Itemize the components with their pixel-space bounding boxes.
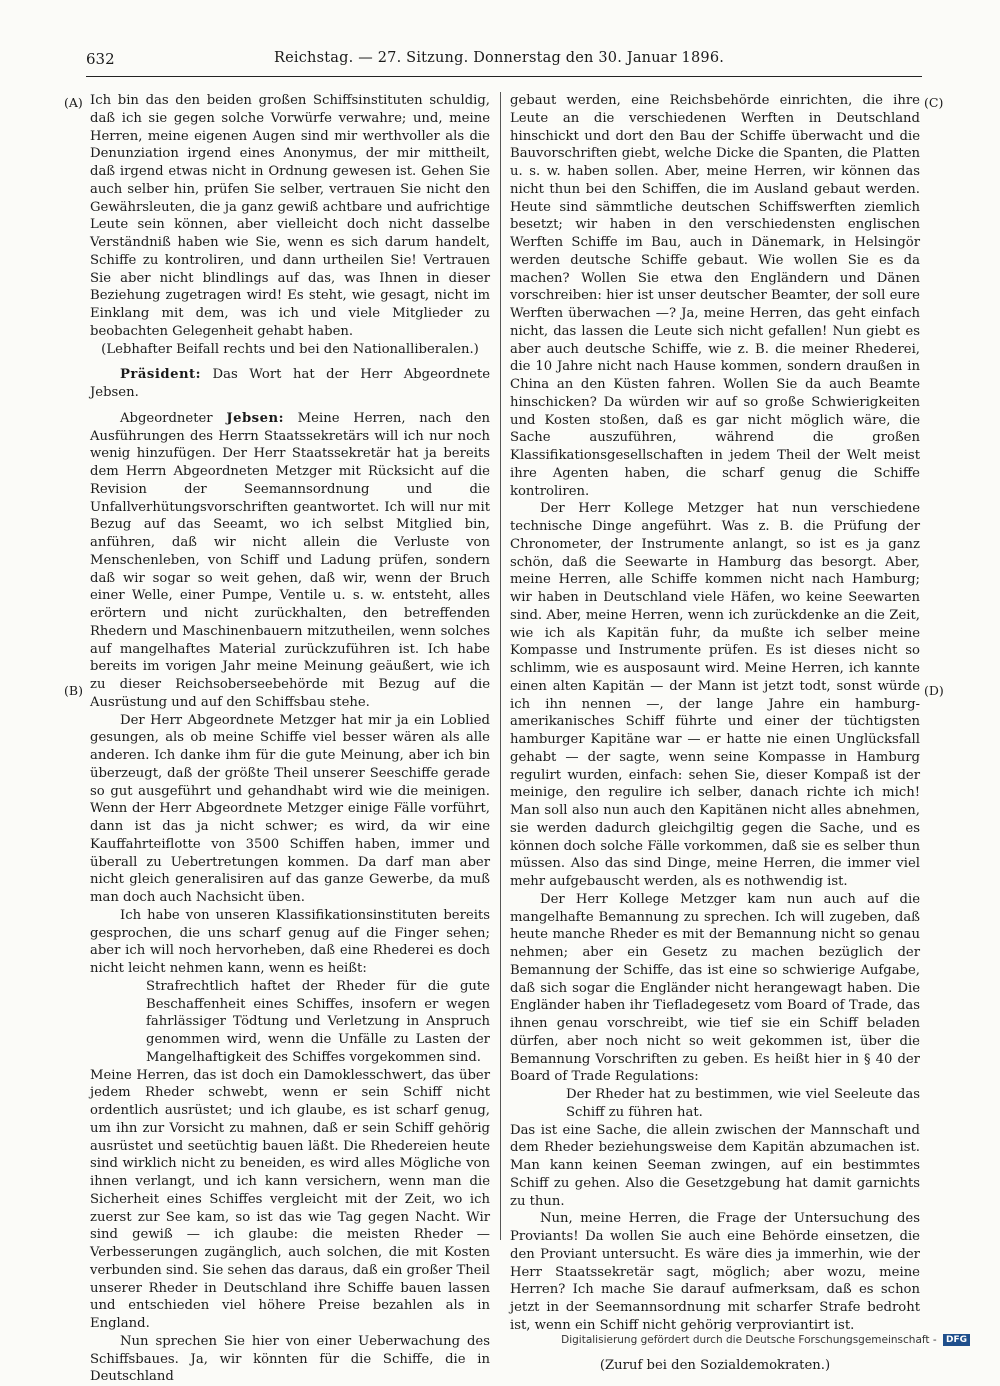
column-divider (500, 92, 501, 1240)
margin-marker-a: (A) (64, 95, 83, 110)
credit-text: Digitalisierung gefördert durch die Deutsche Forschungsgemeinschaft - (561, 1334, 937, 1346)
paragraph: Präsident: Das Wort hat der Herr Abgeordnete Jebsen. (90, 367, 490, 400)
paragraph: Der Herr Kollege Metzger hat nun verschiedene technische Dinge angeführt. Was z. B. die Prüfung der Chronometer, der Instrumente anlangt, so ist es ja ganz schön, daß die Seewarte in Hamburg das besorgt. Aber, meine Herren, alle Schiffe kommen nicht nach Hamburg; wir haben in Deutschland viele Häfen, wo keine Seewarten sind. Aber, meine Herren, wenn ich zurückdenke an die Zeit, wie ich als Kapitän fuhr, da mußte ich selber meine Kompasse und Instrumente prüfen. Es ist dieses nicht so schlimm, wie es ausposaunt wird. Meine Herren, ich kannte einen alten Kapitän — der Mann ist jetzt todt, sonst würde ich ihn nennen —, der lange Jahre ein hamburg-amerikanisches Schiff führte und einer der tüchtigsten hamburger Kapitäne war — er hatte nie einen Unglücksfall gehabt — der sagte, wenn seine Kompasse in Hamburg regulirt wurden, einfach: sehen Sie, dieser Kompaß ist der meinige, den regulire ich selber, danach richte ich mich! Man soll also nun auch den Kapitänen nicht alles abnehmen, sie werden dadurch gleichgiltig gegen die Sache, und es können doch solche Fälle vorkommen, daß sie es selber thun müssen. Also das sind Dinge, meine Herren, die immer viel mehr aufgebauscht werden, als es nothwendig ist. (510, 501, 920, 889)
interjection: (Lebhafter Beifall rechts und bei den Nationalliberalen.) (101, 341, 479, 357)
dfg-logo: DFG (943, 1334, 970, 1346)
paragraph: Der Herr Kollege Metzger kam nun auch auf die mangelhafte Bemannung zu sprechen. Ich will zugeben, daß heute manche Rheder es mit der Bemannung nicht so genau nehmen; aber ein Gesetz zu machen bezüglich der Bemannung der Schiffe, das ist eine so schwierige Aufgabe, daß sich sogar die Engländer nicht herangewagt haben. Die Engländer haben ihr Tiefladegesetz vom Board of Trade, das ihnen genau vorschreibt, wie tief sie ein Schiff beladen dürfen, aber noch nicht so weit gekommen ist, über die Bemannung Vorschriften zu geben. Es heißt hier in § 40 der Board of Trade Regulations: (510, 891, 920, 1085)
interjection: (Zuruf bei den Sozialdemokraten.) (599, 1357, 831, 1373)
left-column (90, 92, 490, 1386)
speaker-prefix: Abgeordneter (120, 410, 213, 426)
margin-marker-b: (B) (64, 683, 83, 698)
paragraph: Abgeordneter Jebsen: Meine Herren, nach den Ausführungen des Herrn Staatssekretärs will ich nur noch wenig hinzufügen. Der Herr Staatssekretär hat ja bereits dem Herrn Abgeordneten Metzger mit Rücksicht auf die Revision der Seemannsordnung und die Unfallverhütungsvorschriften geantwortet. Ich will nur mit Bezug auf das Seeamt, wo ich selbst Mitglied bin, anführen, daß wir nicht allein die Verluste von Menschenleben, von Schiff und Ladung prüfen, sondern daß wir sogar so weit gehen, daß wir, wenn der Bruch einer Welle, einer Pumpe, Ventile u. s. w. entsteht, alles erörtern und nicht zurückhalten, den betreffenden Rhedern und Maschinenbauern mitzutheilen, wenn solches auf mangelhaftes Material zurückzuführen ist. Ich habe bereits im vorigen Jahr meine Meinung geäußert, wie ich zu dieser Reichsoberseebehörde mit Bezug auf die Ausrüstung und auf den Schiffsbau stehe. (90, 410, 490, 710)
paragraph: Ich habe von unseren Klassifikationsinstituten bereits gesprochen, die uns scharf genug auf die Finger sehen; aber ich will noch hervorheben, daß eine Rhederei es doch nicht leicht nehmen kann, wenn es heißt: (90, 907, 490, 976)
speaker-label: Jebsen: (226, 410, 284, 426)
right-column (510, 92, 920, 1374)
paragraph: Meine Herren, das ist doch ein Damoklesschwert, das über jedem Rheder schwebt, wenn er sein Schiff nicht ordentlich ausrüstet; und ich glaube, es ist scharf genug, um ihn zur Vorsicht zu mahnen, daß er sein Schiff gehörig ausrüstet und seetüchtig bauen läßt. Die Rhedereien heute sind wirklich nicht zu beneiden, es wird alles Mögliche von ihnen verlangt, und ich kann versichern, wenn man die Sicherheit eines Schiffes vergleicht mit der Zeit, wo ich zuerst zur See kam, so ist das wie Tag gegen Nacht. Wir sind gewiß — ich glaube: die meisten Rheder — Verbesserungen zugänglich, auch solchen, die mit Kosten verbunden sind. Sie sehen das daraus, daß ein großer Theil unserer Rheder in Deutschland ihre Schiffe bauen lassen und entschieden viel höhere Preise bezahlen als in England. (90, 1067, 490, 1331)
speaker-label: Präsident: (120, 367, 202, 383)
digitization-credit (561, 1334, 970, 1346)
quotation: Der Rheder hat zu bestimmen, wie viel Seeleute das Schiff zu führen hat. (566, 1087, 920, 1120)
paragraph: Nun, meine Herren, die Frage der Untersuchung des Proviants! Da wollen Sie auch eine Behörde einsetzen, die den Proviant untersucht. Es wäre dies ja immerhin, wie der Herr Staatssekretär sagt, möglich; aber wozu, meine Herren? Ich mache Sie darauf aufmerksam, daß es schon jetzt in der Seemannsordnung mit scharfer Strafe bedroht ist, wenn ein Schiff nicht gehörig verproviantirt ist. (510, 1211, 920, 1333)
page-number: 632 (86, 50, 115, 68)
margin-marker-c: (C) (924, 95, 944, 110)
page-header (86, 50, 725, 74)
quotation: Strafrechtlich haftet der Rheder für die gute Beschaffenheit eines Schiffes, insofern er wegen fahrlässiger Tödtung und Verletzung in Anspruch genommen wird, wenn die Unfälle zu Lasten der Mangelhaftigkeit des Schiffes vorgekommen sind. (146, 978, 490, 1065)
header-rule (86, 76, 922, 77)
paragraph: Der Herr Abgeordnete Metzger hat mir ja ein Loblied gesungen, als ob meine Schiffe viel besser wären als alle anderen. Ich danke ihm für die gute Meinung, aber ich bin überzeugt, daß der größte Theil unserer Seeschiffe gerade so gut ausgeführt und gehandhabt wird wie die meinigen. Wenn der Herr Abgeordnete Metzger einige Fälle vorführt, dann ist das ja nicht schwer; es wird, da wir eine Kauffahrteiflotte von 3500 Schiffen haben, immer und überall zu Uebertretungen kommen. Da darf man aber nicht gleich generalisiren auf das ganze Gewerbe, da muß man doch auch Nachsicht üben. (90, 712, 490, 905)
paragraph: Nun sprechen Sie hier von einer Ueberwachung des Schiffsbaues. Ja, wir könnten für die Schiffe, die in Deutschland (90, 1333, 490, 1385)
paragraph: Ich bin das den beiden großen Schiffsinstituten schuldig, daß ich sie gegen solche Vorwürfe verwahre; und, meine Herren, meine eigenen Augen sind mir werthvoller als die Denunziation irgend eines Anonymus, der mir mittheilt, daß irgend etwas nicht in Ordnung gewesen ist. Gehen Sie auch selber hin, prüfen Sie selber, vertrauen Sie nicht den Gewährsleuten, die ja ganz gewiß achtbare und aufrichtige Leute sein können, aber vielleicht doch nicht dasselbe Verständniß haben wie Sie, wenn es sich darum handelt, Schiffe zu kontroliren, und dann urtheilen Sie! Vertrauen Sie aber nicht blindlings auf das, was Ihnen in dieser Beziehung zugetragen wird! Es steht, wie gesagt, nicht im Einklang mit dem, was ich und viele Mitglieder zu beobachten Gelegenheit gehabt haben. (90, 93, 490, 339)
margin-marker-d: (D) (924, 683, 944, 698)
running-title: Reichstag. — 27. Sitzung. Donnerstag den 30. Januar 1896. (274, 50, 725, 66)
paragraph: gebaut werden, eine Reichsbehörde einrichten, die ihre Leute an die verschiedenen Werften in Deutschland hinschickt und dort den Bau der Schiffe überwacht und die Bauvorschriften giebt, welche Dicke die Spanten, die Platten u. s. w. haben sollen. Aber, meine Herren, wir können das nicht thun bei den Schiffen, die im Ausland gebaut werden. Heute sind sämmtliche deutschen Schiffswerften ziemlich besetzt; wir haben in den verschiedensten englischen Werften Schiffe im Bau, auch in Dänemark, in Helsingör werden deutsche Schiffe gebaut. Wie wollen Sie es da machen? Wollen Sie etwa den Engländern und Dänen vorschreiben: hier ist unser deutscher Beamter, der soll eure Werften überwachen —? Ja, meine Herren, das geht einfach nicht, das lassen die Leute sich nicht gefallen! Nun giebt es aber auch deutsche Schiffe, wie z. B. die meiner Rhederei, die 10 Jahre nicht nach Hause kommen, sondern draußen in China an den Küsten fahren. Wollen Sie da auch Beamte hinschicken? Da würden wir auf so große Schwierigkeiten und Kosten stoßen, daß es gar nicht möglich wäre, die Sache auszuführen, während die großen Klassifikationsgesellschaften in jedem Theil der Welt meist ihre Agenten haben, die scharf genug die Schiffe kontroliren. (510, 93, 920, 499)
paragraph: Das ist eine Sache, die allein zwischen der Mannschaft und dem Rheder beziehungsweise dem Kapitän abzumachen ist. Man kann keinen Seeman zwingen, auf ein bestimmtes Schiff zu gehen. Also die Gesetzgebung hat damit garnichts zu thun. (510, 1122, 920, 1209)
